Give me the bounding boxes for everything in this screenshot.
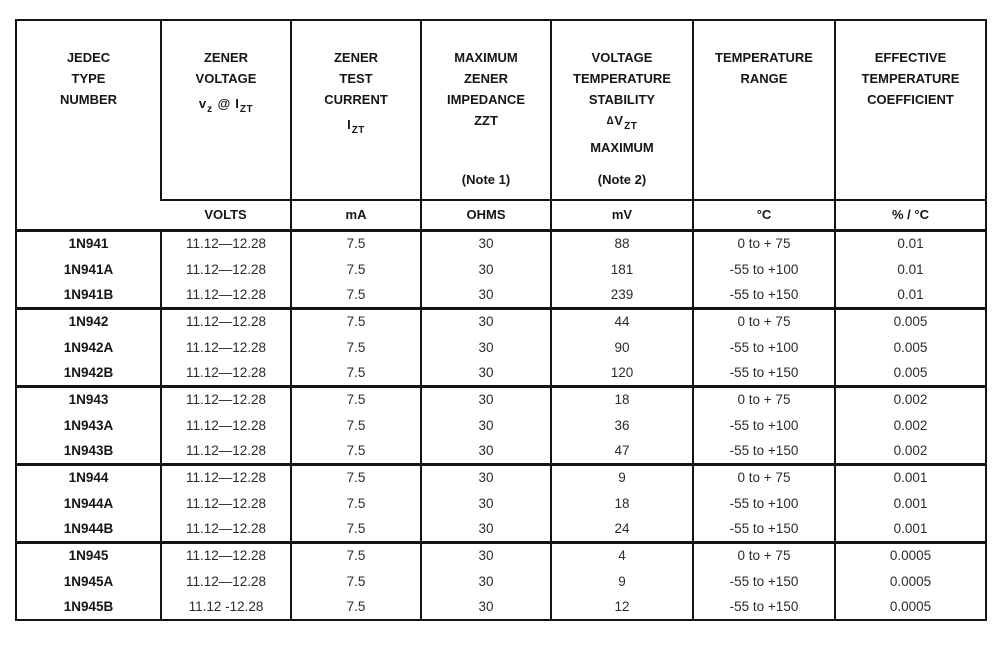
header-line: RANGE xyxy=(740,71,788,86)
cell-voltage: 11.12—12.28 xyxy=(161,282,291,308)
table-row xyxy=(16,542,986,568)
cell-type: 1N942B xyxy=(63,364,114,380)
cell-coefficient: 0.005 xyxy=(835,308,986,334)
column-header-type xyxy=(16,20,161,230)
header-line: ZENER xyxy=(463,71,509,86)
cell-type: 1N945B xyxy=(63,599,114,614)
cell-temp-range: -55 to +100 xyxy=(693,334,835,360)
cell-impedance: 30 xyxy=(421,542,551,568)
subscript: ZT xyxy=(351,125,365,136)
header-line: TEMPERATURE xyxy=(715,50,813,65)
table-body xyxy=(16,230,986,620)
header-line: MAXIMUM xyxy=(590,140,654,155)
spec-table-container xyxy=(15,19,985,621)
unit-cell-impedance: OHMS xyxy=(421,200,551,230)
cell-type: 1N945A xyxy=(63,573,114,589)
cell-current: 7.5 xyxy=(291,230,421,256)
header-line: CURRENT xyxy=(324,92,388,107)
header-line: MAXIMUM xyxy=(454,50,518,65)
cell-impedance: 30 xyxy=(421,334,551,360)
header-line: VOLTAGE xyxy=(195,71,257,86)
cell-type: 1N941 xyxy=(16,230,161,256)
cell-temp-range: -55 to +150 xyxy=(693,282,835,308)
cell-stability: 12 xyxy=(551,594,693,620)
cell-voltage: 11.12—12.28 xyxy=(161,334,291,360)
subscript: ZT xyxy=(624,121,638,132)
cell-coefficient: 0.001 xyxy=(835,516,986,542)
note-2-label: (Note 2) xyxy=(597,172,647,187)
cell-type: 1N941B xyxy=(63,286,114,302)
cell-temp-range: -55 to +150 xyxy=(693,360,835,386)
cell-stability: 88 xyxy=(551,230,693,256)
cell-current: 7.5 xyxy=(291,516,421,542)
cell-impedance: 30 xyxy=(421,464,551,490)
cell-current: 7.5 xyxy=(291,438,421,464)
cell-impedance: 30 xyxy=(421,230,551,256)
header-line: COEFFICIENT xyxy=(867,92,954,107)
units-row xyxy=(16,200,986,230)
table-row xyxy=(16,230,986,256)
cell-temp-range: -55 to +100 xyxy=(693,412,835,438)
cell-temp-range: 0 to + 75 xyxy=(693,230,835,256)
cell-type: 1N942A xyxy=(63,339,114,355)
cell-temp-range: -55 to +100 xyxy=(693,256,835,282)
v-symbol: v xyxy=(198,96,207,111)
cell-current: 7.5 xyxy=(291,386,421,412)
cell-current: 7.5 xyxy=(291,464,421,490)
header-line: VOLTAGE xyxy=(591,50,653,65)
cell-voltage: 11.12—12.28 xyxy=(161,386,291,412)
cell-coefficient: 0.0005 xyxy=(835,594,986,620)
cell-temp-range: -55 to +150 xyxy=(693,594,835,620)
cell-impedance: 30 xyxy=(421,490,551,516)
header-line: STABILITY xyxy=(588,92,656,107)
cell-stability: 9 xyxy=(551,464,693,490)
header-line: ZZT xyxy=(474,113,498,128)
cell-impedance: 30 xyxy=(421,282,551,308)
cell-current: 7.5 xyxy=(291,256,421,282)
cell-voltage: 11.12—12.28 xyxy=(161,516,291,542)
unit-cell-temp-range: °C xyxy=(693,200,835,230)
izt-symbol xyxy=(347,114,365,141)
cell-voltage: 11.12—12.28 xyxy=(161,490,291,516)
cell-temp-range: -55 to +150 xyxy=(693,516,835,542)
cell-voltage: 11.12—12.28 xyxy=(161,542,291,568)
cell-type: 1N943A xyxy=(63,417,114,433)
cell-coefficient: 0.002 xyxy=(835,438,986,464)
cell-stability: 18 xyxy=(551,490,693,516)
cell-current: 7.5 xyxy=(291,308,421,334)
cell-impedance: 30 xyxy=(421,516,551,542)
cell-stability: 9 xyxy=(551,568,693,594)
cell-coefficient: 0.002 xyxy=(835,386,986,412)
cell-stability: 239 xyxy=(551,282,693,308)
cell-stability: 90 xyxy=(551,334,693,360)
header-line: TEMPERATURE xyxy=(861,71,960,86)
unit-cell-current: mA xyxy=(291,200,421,230)
header-row xyxy=(16,20,986,200)
table-row xyxy=(16,308,986,334)
cell-current: 7.5 xyxy=(291,412,421,438)
cell-coefficient: 0.005 xyxy=(835,334,986,360)
cell-current: 7.5 xyxy=(291,282,421,308)
cell-voltage: 11.12—12.28 xyxy=(161,568,291,594)
header-line: IMPEDANCE xyxy=(446,92,525,107)
cell-current: 7.5 xyxy=(291,334,421,360)
cell-temp-range: 0 to + 75 xyxy=(693,542,835,568)
column-header-voltage xyxy=(161,20,291,200)
delta-vzt-symbol xyxy=(552,110,692,137)
cell-impedance: 30 xyxy=(421,412,551,438)
table-row xyxy=(16,360,986,386)
cell-temp-range: -55 to +100 xyxy=(693,490,835,516)
cell-stability: 4 xyxy=(551,542,693,568)
table-row xyxy=(16,490,986,516)
cell-type: 1N943B xyxy=(63,442,114,458)
header-line: JEDEC xyxy=(66,50,111,65)
column-header-current xyxy=(291,20,421,200)
cell-type: 1N944 xyxy=(16,464,161,490)
cell-coefficient: 0.0005 xyxy=(835,568,986,594)
cell-coefficient: 0.001 xyxy=(835,490,986,516)
cell-coefficient: 0.005 xyxy=(835,360,986,386)
subscript: z xyxy=(207,104,213,115)
table-row xyxy=(16,464,986,490)
cell-voltage: 11.12—12.28 xyxy=(161,438,291,464)
cell-impedance: 30 xyxy=(421,438,551,464)
column-header-coefficient xyxy=(835,20,986,200)
zener-spec-table xyxy=(15,19,987,621)
cell-type: 1N944B xyxy=(63,520,114,536)
table-row xyxy=(16,516,986,542)
cell-coefficient: 0.001 xyxy=(835,464,986,490)
header-line: ZENER xyxy=(203,50,249,65)
i-symbol: I xyxy=(347,117,351,132)
cell-voltage: 11.12 -12.28 xyxy=(161,594,291,620)
cell-type: 1N941A xyxy=(63,261,114,277)
cell-voltage: 11.12—12.28 xyxy=(161,360,291,386)
delta-symbol: ∆ xyxy=(606,115,614,127)
cell-voltage: 11.12—12.28 xyxy=(161,308,291,334)
unit-cell-stability: mV xyxy=(551,200,693,230)
cell-stability: 47 xyxy=(551,438,693,464)
unit-cell-voltage: VOLTS xyxy=(161,200,291,230)
cell-stability: 24 xyxy=(551,516,693,542)
cell-stability: 36 xyxy=(551,412,693,438)
table-row xyxy=(16,282,986,308)
column-header-impedance xyxy=(421,20,551,200)
table-row xyxy=(16,334,986,360)
cell-stability: 44 xyxy=(551,308,693,334)
table-row xyxy=(16,412,986,438)
unit-cell-coefficient: % / °C xyxy=(835,200,986,230)
cell-current: 7.5 xyxy=(291,568,421,594)
table-row xyxy=(16,438,986,464)
cell-impedance: 30 xyxy=(421,360,551,386)
cell-voltage: 11.12—12.28 xyxy=(161,464,291,490)
header-line: ZENER xyxy=(333,50,379,65)
header-line: TEMPERATURE xyxy=(573,71,671,86)
v-symbol: V xyxy=(614,113,624,128)
table-row xyxy=(16,386,986,412)
cell-stability: 181 xyxy=(551,256,693,282)
cell-type: 1N945 xyxy=(16,542,161,568)
cell-coefficient: 0.01 xyxy=(835,256,986,282)
cell-impedance: 30 xyxy=(421,386,551,412)
cell-voltage: 11.12—12.28 xyxy=(161,256,291,282)
header-line: TYPE xyxy=(71,71,106,86)
cell-temp-range: 0 to + 75 xyxy=(693,308,835,334)
note-1-label: (Note 1) xyxy=(461,172,511,187)
cell-impedance: 30 xyxy=(421,308,551,334)
table-row xyxy=(16,568,986,594)
cell-coefficient: 0.01 xyxy=(835,282,986,308)
cell-type: 1N943 xyxy=(16,386,161,412)
at-symbol: @ xyxy=(217,96,231,111)
cell-coefficient: 0.0005 xyxy=(835,542,986,568)
i-symbol: I xyxy=(235,96,239,111)
table-row xyxy=(16,594,986,620)
cell-impedance: 30 xyxy=(421,568,551,594)
cell-impedance: 30 xyxy=(421,594,551,620)
cell-coefficient: 0.01 xyxy=(835,230,986,256)
table-header xyxy=(16,20,986,230)
cell-coefficient: 0.002 xyxy=(835,412,986,438)
cell-temp-range: -55 to +150 xyxy=(693,568,835,594)
header-line: EFFECTIVE xyxy=(874,50,947,65)
column-header-temp-range xyxy=(693,20,835,200)
column-header-stability xyxy=(551,20,693,200)
cell-voltage: 11.12—12.28 xyxy=(161,230,291,256)
cell-impedance: 30 xyxy=(421,256,551,282)
cell-stability: 18 xyxy=(551,386,693,412)
cell-type: 1N944A xyxy=(63,495,114,511)
cell-voltage: 11.12—12.28 xyxy=(161,412,291,438)
subscript: ZT xyxy=(239,104,254,115)
cell-temp-range: 0 to + 75 xyxy=(693,386,835,412)
vz-at-izt-symbol xyxy=(199,93,253,120)
cell-temp-range: -55 to +150 xyxy=(693,438,835,464)
cell-type: 1N942 xyxy=(16,308,161,334)
table-row xyxy=(16,256,986,282)
cell-current: 7.5 xyxy=(291,360,421,386)
cell-current: 7.5 xyxy=(291,542,421,568)
cell-current: 7.5 xyxy=(291,490,421,516)
header-line: TEST xyxy=(339,71,373,86)
cell-current: 7.5 xyxy=(291,594,421,620)
cell-stability: 120 xyxy=(551,360,693,386)
header-line: NUMBER xyxy=(59,92,118,107)
cell-temp-range: 0 to + 75 xyxy=(693,464,835,490)
